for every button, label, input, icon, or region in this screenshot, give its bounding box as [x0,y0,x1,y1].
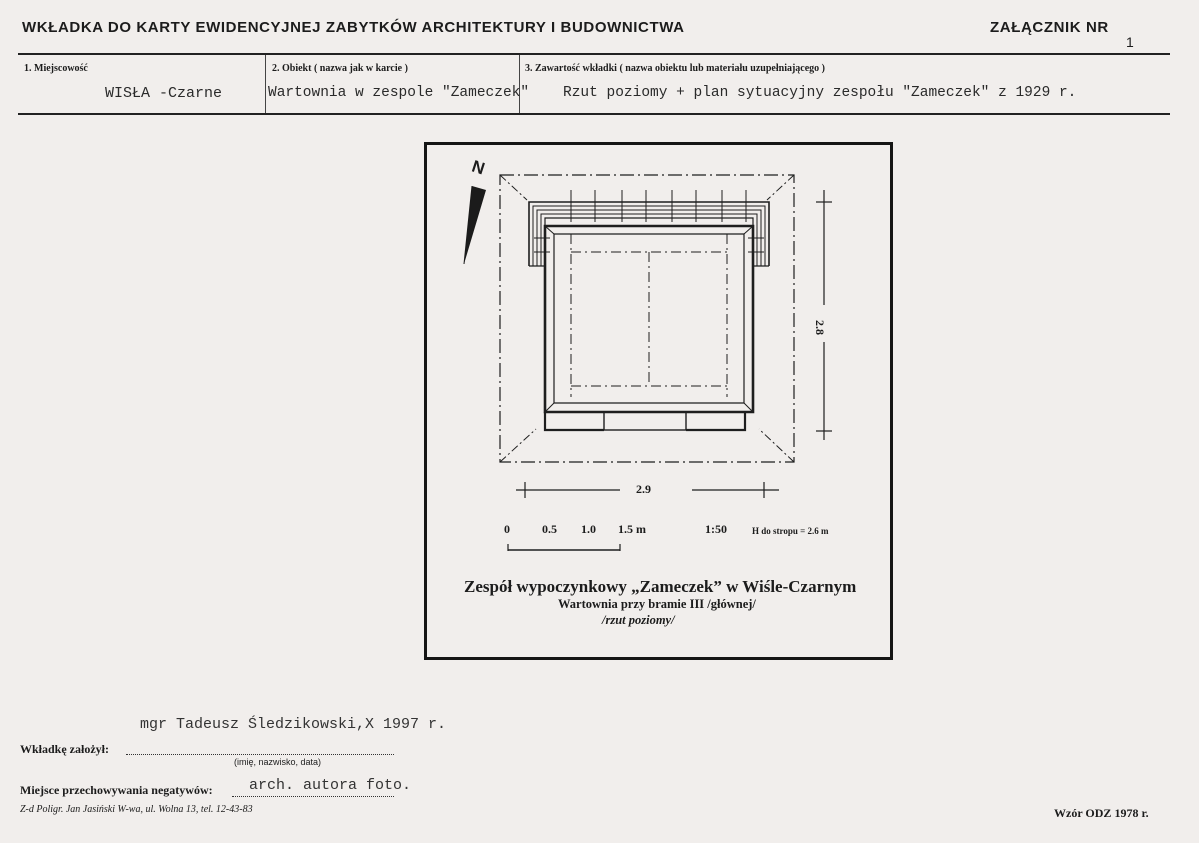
north-arrow [464,186,486,264]
annex-number: 1 [1126,34,1134,50]
negatives-dotted-line [232,796,394,797]
scale-tick-0: 0 [504,522,510,536]
field-label-object: 2. Obiekt ( nazwa jak w karcie ) [272,63,408,74]
author-signature: mgr Tadeusz Śledzikowski,X 1997 r. [140,716,447,733]
dim-vertical: 2.8 [813,320,827,335]
annex-label: ZAŁĄCZNIK NR [990,19,1109,36]
field-value-object: Wartownia w zespole "Zameczek" [268,85,530,101]
dim-horizontal: 2.9 [636,482,651,496]
scale-ratio: 1:50 [705,522,727,536]
founder-dotted-line [126,754,394,755]
negatives-label: Miejsce przechowywania negatywów: [20,783,213,797]
founder-hint: (imię, nazwisko, data) [234,757,322,767]
caption-subtitle-2: /rzut poziomy/ [602,613,675,627]
field-label-locality: 1. Miejscowość [24,63,88,74]
header-rule [18,53,1170,55]
field-label-content: 3. Zawartość wkładki ( nazwa obiektu lub materiału uzupełniającego ) [525,63,826,74]
printer-imprint: Z-d Poligr. Jan Jasiński W-wa, ul. Wolna 13, tel. 12-43-83 [20,804,253,815]
caption-title: Zespół wypoczynkowy „Zameczek” w Wiśle-Czarnym [464,577,857,596]
form-id: Wzór ODZ 1978 r. [1054,806,1149,820]
founder-label: Wkładkę założył: [20,742,109,756]
field-value-locality: WISŁA -Czarne [105,85,223,102]
field-divider-1 [265,55,266,113]
form-title: WKŁADKA DO KARTY EWIDENCYJNEJ ZABYTKÓW ARCHITEKTURY I BUDOWNICTWA [22,19,685,36]
caption-subtitle: Wartownia przy bramie III /głównej/ [558,597,756,611]
scale-tick-0-5: 0.5 [542,522,557,536]
field-row-rule [18,113,1170,115]
field-value-content: Rzut poziomy + plan sytuacyjny zespołu "Zameczek" z 1929 r. [563,85,1077,101]
scale-tick-1-5: 1.5 m [618,522,646,536]
negatives-value: arch. autora foto. [249,777,412,794]
height-note: H do stropu = 2.6 m [752,526,829,536]
scale-tick-1-0: 1.0 [581,522,596,536]
field-divider-2 [519,55,520,113]
north-label: N [469,156,488,179]
